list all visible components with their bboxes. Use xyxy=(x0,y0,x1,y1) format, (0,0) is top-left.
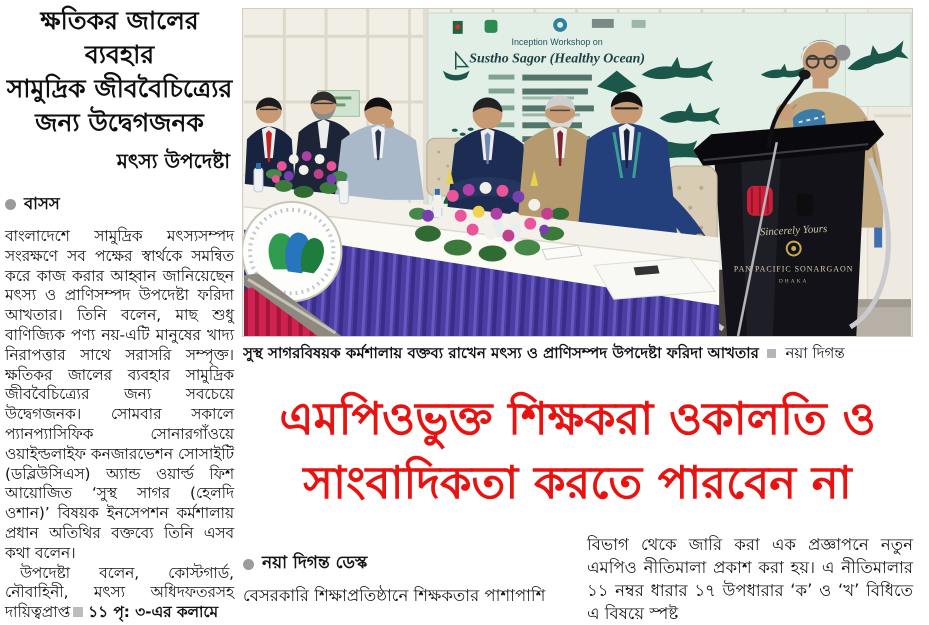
left-article-headline xyxy=(5,4,234,140)
main-headline-line: এমপিওভুক্ত শিক্ষকরা ওকালতি ও xyxy=(279,392,876,445)
left-article-body: বাংলাদেশে সামুদ্রিক মৎস্যসম্পদ সংরক্ষণে সব পক্ষের স্বার্থকে সমন্বিত করে কাজ করার আহ্বান জানিয়েছেন মৎস্য ও প্রাণিসম্পদ উপদেষ্টা ফরিদা আখতার। তিনি বলেন, মাছ শুধু বাণিজ্যিক পণ্য নয়-এটি মানুষের খাদ্য নিরাপত্তার সাথে সরাসরি সম্পৃক্ত। ক্ষতিকর জালের ব্যবহার সামুদ্রিক জীববৈচিত্র্যের জন্য সবচেয়ে উদ্বেগজনক। সোমবার সকালে প্যানপ্যাসিফিক সোনারগাঁওয়ে ওয়াইল্ডলাইফ কনজারভেশন সোসাইটি (ডব্লিউসিএস) অ্যান্ড ওয়ার্ল্ড ফিশ আয়োজিত ‘সুস্থ সাগর (হেলদি ওশান)’ বিষয়ক ইনসেপশন কর্মশালায় প্রধান অতিথির বক্তব্যে তিনি এসব কথা বলেন। xyxy=(5,227,234,562)
byline-bullet-icon xyxy=(243,559,254,570)
main-story-col2-text: বিভাগ থেকে জারি করা এক প্রজ্ঞাপনে নতুন এমপিও নীতিমালা প্রকাশ করা হয়। এ নীতিমালার ১১ নম্বর ধারার ১৭ উপধারার ‘ক’ ও ‘খ’ বিধিতে এ বিষয়ে স্পষ্ট xyxy=(587,535,913,623)
headline-line: জন্য উদ্বেগজনক xyxy=(35,108,204,137)
news-photo xyxy=(242,8,913,337)
main-story-byline xyxy=(243,550,569,578)
main-story-col-2 xyxy=(587,527,913,625)
podium-text-hotel: PAN PACIFIC SONARGAON xyxy=(733,264,854,274)
photo-illustration xyxy=(243,9,912,336)
para2-text: উপদেষ্টা বলেন, কোস্টগার্ড, নৌবাহিনী, মৎস্য অধিদফতরসহ দায়িত্বপ্রাপ্ত xyxy=(5,563,234,622)
caption-square-icon xyxy=(767,349,776,358)
main-headline-line: সাংবাদিকতা করতে পারবেন না xyxy=(303,456,852,509)
main-story-col1-text: বেসরকারি শিক্ষাপ্রতিষ্ঠানে শিক্ষকতার পাশাপাশি xyxy=(243,586,546,605)
black-microphone-box xyxy=(797,194,813,216)
jump-square-icon xyxy=(73,607,83,617)
caption-text: সুস্থ সাগরবিষয়ক কর্মশালায় বক্তব্য রাখেন মৎস্য ও প্রাণিসম্পদ উপদেষ্টা ফরিদা আখতার xyxy=(243,344,759,362)
left-article xyxy=(5,4,234,623)
photo-caption xyxy=(243,343,913,363)
headline-line: ক্ষতিকর জালের ব্যবহার xyxy=(40,6,199,69)
left-article-body-2 xyxy=(5,564,234,623)
byline-bullet-icon xyxy=(5,199,16,210)
main-story-headline xyxy=(242,387,913,515)
caption-credit: নয়া দিগন্ত xyxy=(785,344,845,362)
main-byline-text: নয়া দিগন্ত ডেস্ক xyxy=(262,553,368,573)
left-article-byline xyxy=(5,191,234,218)
banner-title-main: Sustho Sagor (Healthy Ocean) xyxy=(469,51,646,67)
main-story-body xyxy=(243,527,913,625)
banner-title-small: Inception Workshop on xyxy=(511,36,603,47)
banner-panel-right xyxy=(843,13,911,106)
byline-text: বাসস xyxy=(24,194,60,213)
headline-line: সামুদ্রিক জীববৈচিত্র্যের xyxy=(6,74,233,103)
main-story-col-1 xyxy=(243,527,569,625)
podium-text-city: DHAKA xyxy=(778,278,809,285)
jump-reference: ১১ পৃ: ৩-এর কলামে xyxy=(88,603,219,622)
podium-text-sincerely: Sincerely Yours xyxy=(759,222,828,239)
left-article-subhead: মৎস্য উপদেষ্টা xyxy=(116,149,230,173)
